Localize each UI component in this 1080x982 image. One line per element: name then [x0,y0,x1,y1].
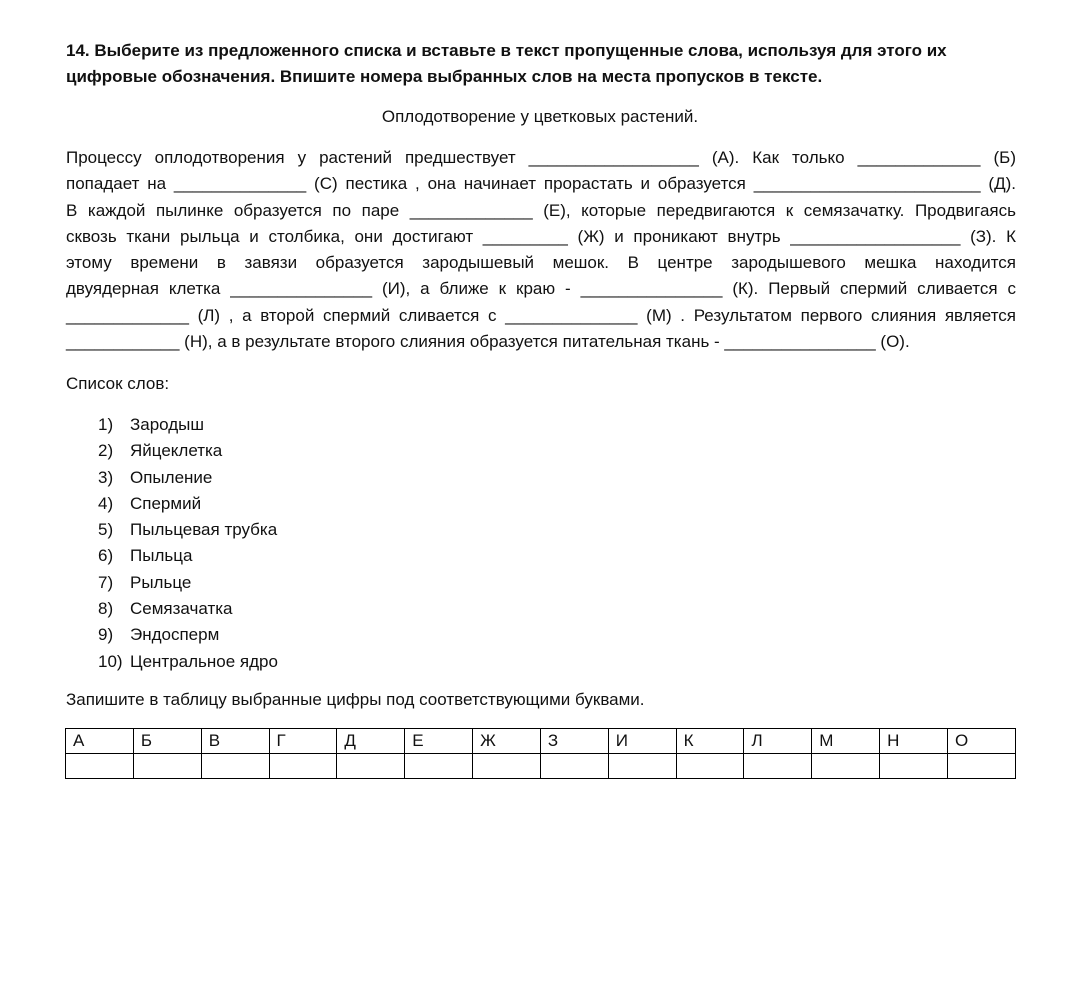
letter-cell: О [947,729,1015,754]
letter-cell: В [201,729,269,754]
list-item [98,622,278,648]
answer-table [65,728,1016,779]
item-word: Семязачатка [130,599,233,619]
item-word: Спермий [130,493,202,513]
item-word: Центральное ядро [130,651,278,671]
list-item [98,570,278,596]
letter-cell: К [676,729,744,754]
paragraph-line: Процессу оплодотворения у растений предшествует __________________ (А). Как только _____________ (Б) [66,148,1016,167]
answer-cell[interactable] [744,754,812,779]
letter-cell: З [540,729,608,754]
item-number: 6) [98,546,114,566]
item-word: Опыление [130,467,213,487]
answer-cell[interactable] [947,754,1015,779]
letter-cell: Е [405,729,473,754]
item-number: 8) [98,599,114,619]
list-item [98,596,278,622]
item-number: 2) [98,441,114,461]
answer-row [66,754,1016,779]
list-item [98,412,278,438]
paragraph-line: В каждой пылинке образуется по паре _____________ (Е), которые передвигаются к семязачатку. Продвигаясь [66,200,1016,220]
answer-cell[interactable] [66,754,134,779]
letter-cell: А [66,729,134,754]
word-list-heading: Список слов: [66,374,170,393]
letter-cell: Н [880,729,948,754]
answer-cell[interactable] [880,754,948,779]
letter-cell: Д [337,729,405,754]
item-word: Зародыш [130,415,205,434]
item-word: Рыльце [130,572,192,592]
paragraph-line: попадает на ______________ (С) пестика , она начинает прорастать и образуется ________________________ (Д). [66,174,1016,194]
answer-cell[interactable] [608,754,676,779]
list-item [98,543,278,569]
list-item [98,517,278,543]
letter-cell: М [812,729,880,754]
gap-fill-paragraph [66,145,1016,355]
paragraph-line: этому времени в завязи образуется зародышевый мешок. В центре зародышевого мешка находится [66,253,1016,273]
item-word: Пыльца [130,546,193,566]
paragraph-line: _____________ (Л) , а второй спермий сливается с ______________ (М) . Результатом первого слияния является [66,305,1016,325]
list-item [98,649,278,675]
letter-row [66,729,1016,754]
paragraph-line: ____________ (Н), а в результате второго слияния образуется питательная ткань - ________________ (О). [66,332,910,352]
item-word: Яйцеклетка [130,441,223,461]
word-list [98,412,278,675]
task-statement [66,38,1016,90]
answer-cell[interactable] [133,754,201,779]
item-number: 5) [98,520,114,540]
letter-cell: Ж [473,729,541,754]
item-number: 9) [98,625,114,645]
item-number: 10) [98,651,123,671]
letter-cell: Л [744,729,812,754]
item-word: Пыльцевая трубка [130,520,278,540]
paragraph-line: сквозь ткани рыльца и столбика, они достигают _________ (Ж) и проникают внутрь __________________ (З). К [66,226,1016,246]
answer-cell[interactable] [405,754,473,779]
text-title: Оплодотворение у цветковых растений. [381,107,699,126]
item-number: 4) [98,493,114,513]
answer-cell[interactable] [269,754,337,779]
item-number: 3) [98,467,114,487]
item-word: Эндосперм [130,625,220,645]
answer-cell[interactable] [812,754,880,779]
task-line: 14. Выберите из предложенного списка и вставьте в текст пропущенные слова, используя для этого их [66,41,947,60]
table-instruction: Запишите в таблицу выбранные цифры под соответствующими буквами. [66,690,645,709]
letter-cell: Б [133,729,201,754]
paragraph-line: двуядерная клетка _______________ (И), а ближе к краю - _______________ (К). Первый спермий сливается с [66,279,1016,299]
item-number: 7) [98,572,114,592]
item-number: 1) [98,415,114,434]
list-item [98,465,278,491]
answer-cell[interactable] [676,754,744,779]
task-line: цифровые обозначения. Впишите номера выбранных слов на места пропусков в тексте. [66,67,823,86]
answer-cell[interactable] [540,754,608,779]
answer-cell[interactable] [337,754,405,779]
answer-cell[interactable] [473,754,541,779]
list-item [98,491,278,517]
answer-cell[interactable] [201,754,269,779]
list-item [98,438,278,464]
letter-cell: Г [269,729,337,754]
letter-cell: И [608,729,676,754]
